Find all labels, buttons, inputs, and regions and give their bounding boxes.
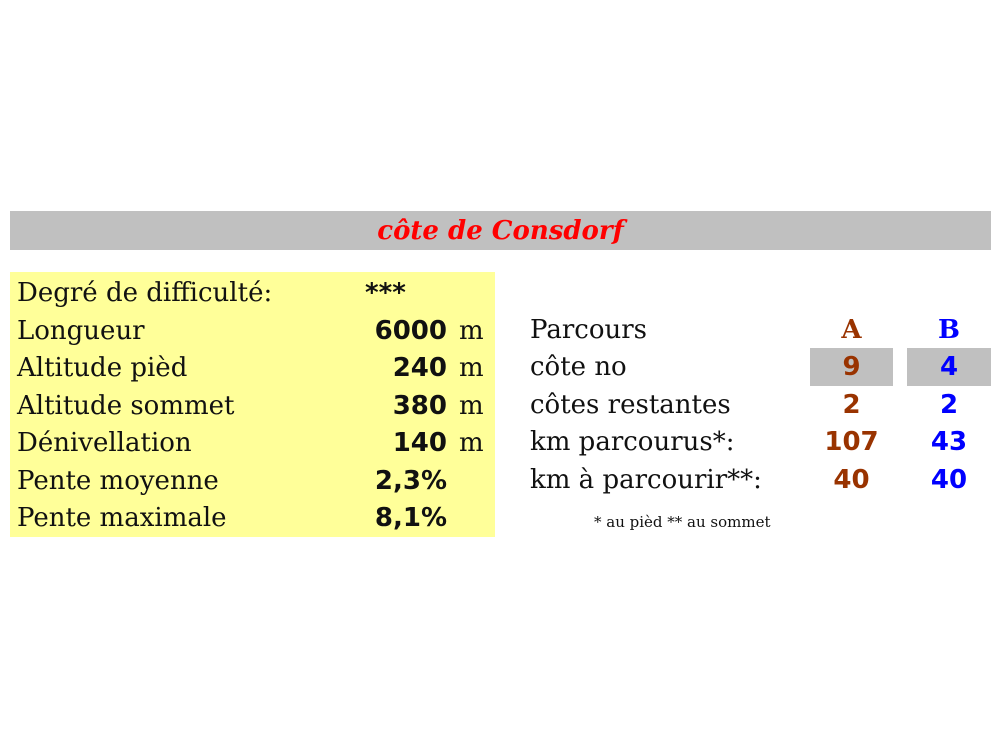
- info-value: 240: [392, 353, 447, 383]
- info-value: 140: [392, 428, 447, 458]
- route-a-header: A: [841, 315, 862, 345]
- routes-row-label: km à parcourir**:: [530, 465, 762, 495]
- info-row-length: [10, 312, 495, 350]
- routes-row-label: côtes restantes: [530, 390, 731, 420]
- routes-row-label: côte no: [530, 352, 627, 382]
- climb-info-panel: [10, 272, 495, 537]
- info-label: Altitude sommet: [17, 391, 235, 421]
- title-bar: [10, 211, 991, 250]
- route-b-value: 40: [930, 465, 968, 495]
- route-a-value: 9: [810, 348, 893, 386]
- info-unit: m: [459, 391, 484, 421]
- route-a-value: 2: [842, 390, 861, 420]
- info-row-altitude-foot: [10, 349, 495, 387]
- page-title: côte de Consdorf: [377, 215, 624, 246]
- route-a-value: 40: [833, 465, 870, 495]
- info-row-elevation-gain: [10, 424, 495, 462]
- info-label: Pente moyenne: [17, 466, 219, 496]
- route-a-value: 107: [824, 427, 879, 457]
- difficulty-stars: ***: [365, 278, 406, 308]
- info-value: 380: [392, 391, 447, 421]
- routes-row-remaining-climbs: [530, 386, 991, 424]
- info-label: Degré de difficulté:: [17, 278, 273, 308]
- info-value: 2,3%: [374, 466, 447, 496]
- routes-row-km-remaining: [530, 461, 991, 499]
- routes-row-climb-number: [530, 348, 991, 386]
- route-b-value: 2: [939, 390, 959, 420]
- info-label: Altitude pièd: [17, 353, 188, 383]
- info-label: Dénivellation: [17, 428, 192, 458]
- route-b-header: B: [938, 315, 960, 345]
- info-label: Pente maximale: [17, 503, 227, 533]
- route-b-value: 43: [930, 427, 968, 457]
- footnote: * au pièd ** au sommet: [594, 513, 771, 531]
- info-value: 6000: [374, 316, 447, 346]
- info-unit: m: [459, 428, 484, 458]
- info-row-average-gradient: [10, 462, 495, 500]
- routes-header-row: [530, 311, 991, 349]
- routes-header-label: Parcours: [530, 315, 647, 345]
- info-unit: m: [459, 353, 484, 383]
- info-unit: m: [459, 316, 484, 346]
- info-row-difficulty: [10, 274, 495, 312]
- routes-row-label: km parcourus*:: [530, 427, 735, 457]
- info-row-altitude-summit: [10, 387, 495, 425]
- info-value: 8,1%: [374, 503, 447, 533]
- info-label: Longueur: [17, 316, 145, 346]
- routes-row-km-done: [530, 423, 991, 461]
- info-row-max-gradient: [10, 499, 495, 537]
- route-b-value: 4: [907, 348, 991, 386]
